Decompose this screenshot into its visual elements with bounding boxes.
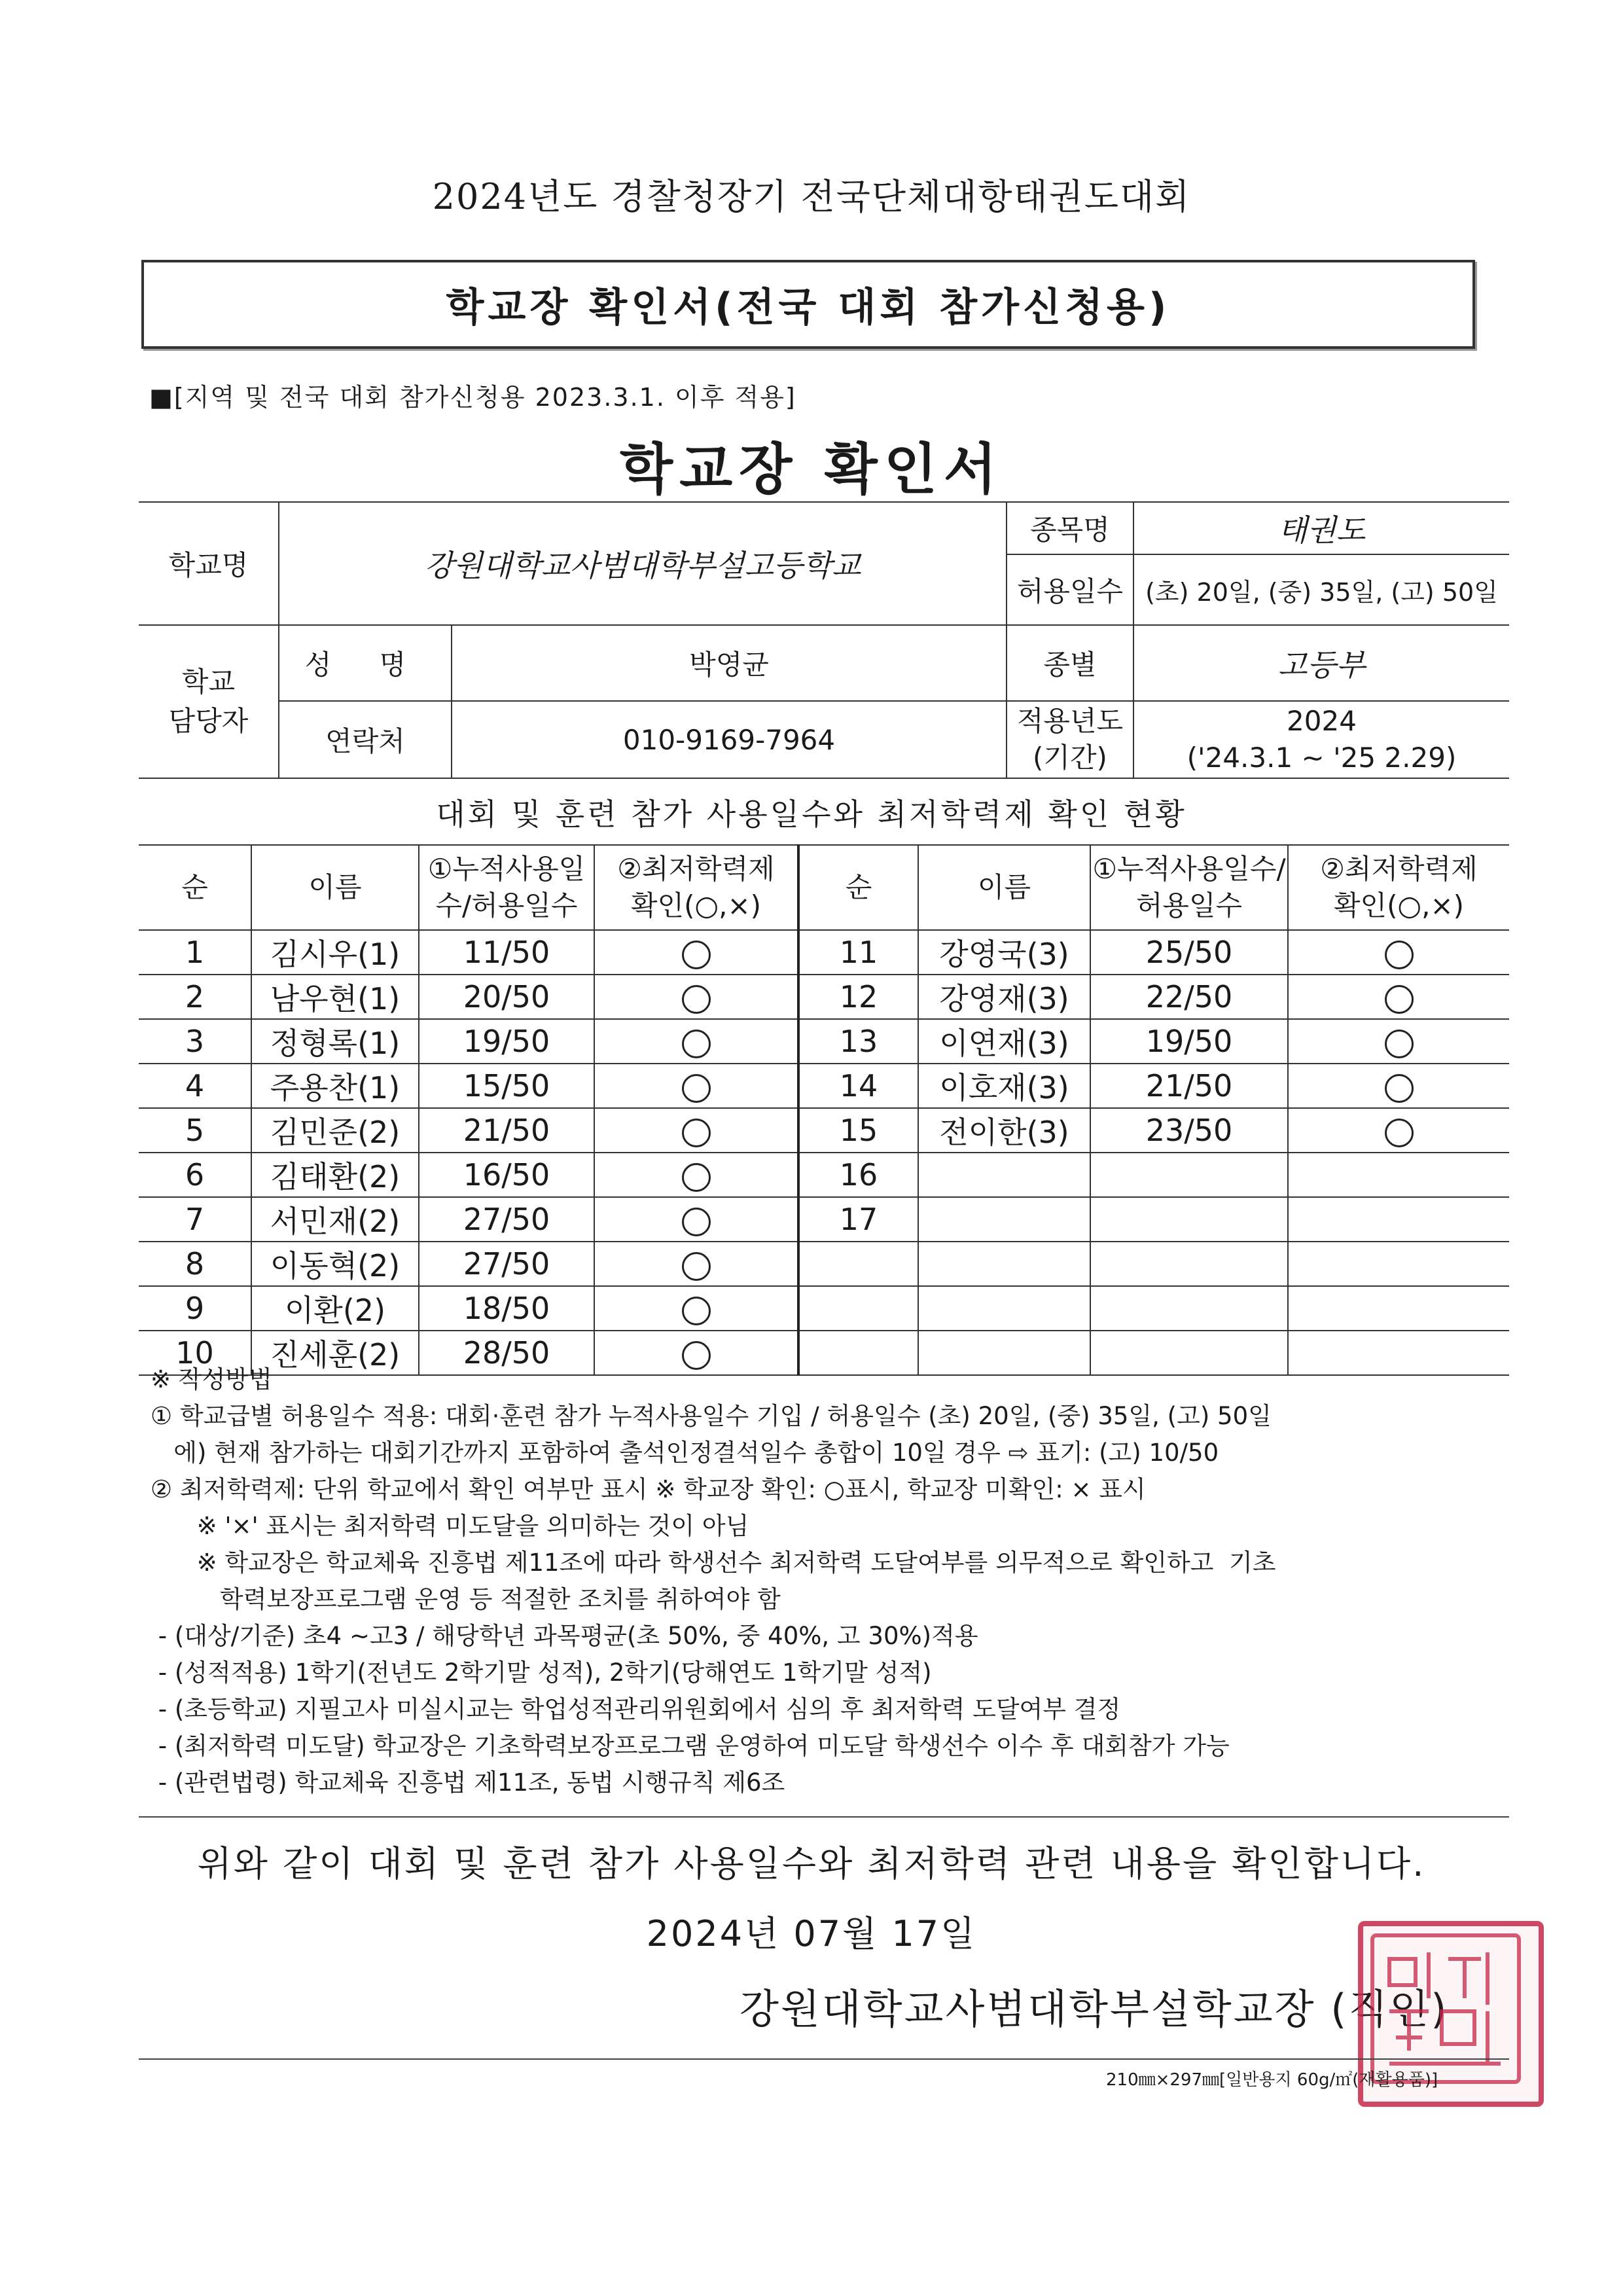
circle-mark-icon [682, 1119, 711, 1147]
check-cell [1288, 1019, 1509, 1064]
instruction-line: 학력보장프로그램 운영 등 적절한 조치를 취하여야 함 [151, 1585, 781, 1613]
instruction-line: - (초등학교) 지필고사 미실시교는 학업성적관리위원회에서 심의 후 최저학력 도달여부 결정 [151, 1695, 1121, 1723]
header-no: 순 [139, 845, 251, 930]
used-days: 25/50 [1090, 930, 1288, 975]
principal-signature: 강원대학교사범대학부설학교장 (직인) [740, 1985, 1449, 2033]
student-name [918, 1242, 1090, 1286]
header-check-2: ②최저학력제 확인(○,×) [1288, 845, 1509, 930]
student-name [918, 1153, 1090, 1197]
header-days-2: ①누적사용일수/ 허용일수 [1090, 845, 1288, 930]
paper-spec-footer: 210㎜×297㎜[일반용지 60g/㎡(재활용품)] [1106, 2070, 1438, 2090]
instruction-line: ※ 학교장은 학교체육 진흥법 제11조에 따라 학생선수 최저학력 도달여부를 의무적으로 확인하고 기초 [151, 1549, 1276, 1577]
roster-row [139, 975, 1509, 1019]
check-cell [1288, 1197, 1509, 1242]
student-name: 강영재(3) [918, 975, 1090, 1019]
row-number: 1 [139, 930, 251, 975]
allowed-days-label: 허용일수 [1007, 554, 1133, 625]
student-name: 김태환(2) [251, 1153, 419, 1197]
student-name: 진세훈(2) [251, 1331, 419, 1375]
allowed-days-value: (초) 20일, (중) 35일, (고) 50일 [1133, 554, 1509, 625]
student-name: 이연재(3) [918, 1019, 1090, 1064]
used-days [1090, 1197, 1288, 1242]
instruction-line: ② 최저학력제: 단위 학교에서 확인 여부만 표시 ※ 학교장 확인: ○표시, 학교장 미확인: × 표시 [151, 1475, 1146, 1503]
roster-row [139, 930, 1509, 975]
confirmation-date: 2024년 07월 17일 [646, 1913, 977, 1954]
instruction-line: ※ 작성방법 [151, 1365, 272, 1393]
student-name: 김민준(2) [251, 1108, 419, 1153]
check-cell [1288, 1108, 1509, 1153]
sport-label: 종목명 [1007, 502, 1133, 554]
row-number: 7 [139, 1197, 251, 1242]
student-name: 이환(2) [251, 1286, 419, 1331]
check-cell [1288, 930, 1509, 975]
used-days: 20/50 [419, 975, 594, 1019]
used-days: 22/50 [1090, 975, 1288, 1019]
check-cell [1288, 1153, 1509, 1197]
instruction-line: - (관련법령) 학교체육 진흥법 제11조, 동법 시행규칙 제6조 [151, 1768, 785, 1797]
row-number: 14 [798, 1064, 918, 1108]
used-days: 18/50 [419, 1286, 594, 1331]
row-number: 8 [139, 1242, 251, 1286]
student-name: 김시우(1) [251, 930, 419, 975]
instruction-line: - (성적적용) 1학기(전년도 2학기말 성적), 2학기(당해연도 1학기말 성적) [151, 1659, 932, 1687]
student-name: 이호재(3) [918, 1064, 1090, 1108]
used-days: 27/50 [419, 1242, 594, 1286]
circle-mark-icon [1385, 1030, 1414, 1058]
row-number: 9 [139, 1286, 251, 1331]
roster-header-row [139, 845, 1509, 930]
student-name: 남우현(1) [251, 975, 419, 1019]
used-days: 27/50 [419, 1197, 594, 1242]
used-days: 19/50 [1090, 1019, 1288, 1064]
circle-mark-icon [1385, 941, 1414, 969]
student-name: 서민재(2) [251, 1197, 419, 1242]
check-cell [594, 1242, 798, 1286]
used-days: 11/50 [419, 930, 594, 975]
main-title: 학교장 확인서 [619, 437, 1004, 501]
header-name: 이름 [251, 845, 419, 930]
roster-table [139, 844, 1509, 1376]
check-cell [594, 975, 798, 1019]
student-name: 정형록(1) [251, 1019, 419, 1064]
circle-mark-icon [1385, 1119, 1414, 1147]
roster-row [139, 1064, 1509, 1108]
applicability-note: ■[지역 및 전국 대회 참가신청용 2023.3.1. 이후 적용] [149, 383, 796, 412]
instruction-line: 에) 현재 참가하는 대회기간까지 포함하여 출석인정결석일수 총합이 10일 경우 ⇨ 표기: (고) 10/50 [151, 1439, 1219, 1467]
row-number [798, 1242, 918, 1286]
circle-mark-icon [682, 1074, 711, 1103]
used-days: 19/50 [419, 1019, 594, 1064]
divider-top [139, 1816, 1509, 1818]
circle-mark-icon [682, 941, 711, 969]
sport-value: 태권도 [1133, 502, 1509, 554]
row-number: 2 [139, 975, 251, 1019]
confirmation-statement: 위와 같이 대회 및 훈련 참가 사용일수와 최저학력 관련 내용을 확인합니다. [197, 1843, 1426, 1884]
roster-row [139, 1153, 1509, 1197]
row-number: 11 [798, 930, 918, 975]
manager-name-label: 성 명 [279, 625, 452, 701]
event-title: 2024년도 경찰청장기 전국단체대항태권도대회 [432, 176, 1191, 217]
row-number: 3 [139, 1019, 251, 1064]
roster-row [139, 1197, 1509, 1242]
roster-row [139, 1242, 1509, 1286]
circle-mark-icon [682, 1252, 711, 1281]
category-value: 고등부 [1133, 625, 1509, 701]
student-name: 주용찬(1) [251, 1064, 419, 1108]
student-name: 강영국(3) [918, 930, 1090, 975]
circle-mark-icon [682, 1297, 711, 1325]
check-cell [1288, 975, 1509, 1019]
row-number: 6 [139, 1153, 251, 1197]
student-name [918, 1286, 1090, 1331]
circle-mark-icon [682, 1163, 711, 1192]
header-name-2: 이름 [918, 845, 1090, 930]
circle-mark-icon [682, 1030, 711, 1058]
check-cell [594, 1108, 798, 1153]
used-days: 21/50 [419, 1108, 594, 1153]
row-number: 16 [798, 1153, 918, 1197]
instruction-line: ※ '×' 표시는 최저학력 미도달을 의미하는 것이 아님 [151, 1512, 749, 1540]
used-days: 21/50 [1090, 1064, 1288, 1108]
circle-mark-icon [1385, 985, 1414, 1014]
used-days [1090, 1286, 1288, 1331]
row-number: 12 [798, 975, 918, 1019]
used-days [1090, 1153, 1288, 1197]
check-cell [1288, 1286, 1509, 1331]
school-info-table [139, 501, 1509, 779]
row-number: 5 [139, 1108, 251, 1153]
row-number: 4 [139, 1064, 251, 1108]
check-cell [1288, 1242, 1509, 1286]
form-box-title: 학교장 확인서(전국 대회 참가신청용) [141, 260, 1475, 349]
contact-label: 연락처 [279, 701, 452, 778]
row-number: 10 [139, 1331, 251, 1375]
header-no-2: 순 [798, 845, 918, 930]
header-check: ②최저학력제 확인(○,×) [594, 845, 798, 930]
row-number: 15 [798, 1108, 918, 1153]
divider-bottom [139, 2058, 1509, 2060]
category-label: 종별 [1007, 625, 1133, 701]
circle-mark-icon [682, 1208, 711, 1236]
used-days: 15/50 [419, 1064, 594, 1108]
contact-value: 010-9169-7964 [452, 701, 1007, 778]
school-name-value: 강원대학교사범대학부설고등학교 [279, 502, 1007, 625]
used-days: 28/50 [419, 1331, 594, 1375]
used-days: 16/50 [419, 1153, 594, 1197]
check-cell [594, 930, 798, 975]
check-cell [594, 1019, 798, 1064]
check-cell [594, 1153, 798, 1197]
row-number: 17 [798, 1197, 918, 1242]
section-title: 대회 및 훈련 참가 사용일수와 최저학력제 확인 현황 [436, 797, 1187, 832]
writing-instructions [151, 1361, 1512, 1801]
applicable-year-value: 2024 ('24.3.1 ~ '25 2.29) [1133, 701, 1509, 778]
header-days: ①누적사용일 수/허용일수 [419, 845, 594, 930]
roster-row [139, 1019, 1509, 1064]
roster-row [139, 1286, 1509, 1331]
manager-name-value: 박영균 [452, 625, 1007, 701]
used-days [1090, 1242, 1288, 1286]
circle-mark-icon [1385, 1074, 1414, 1103]
circle-mark-icon [682, 985, 711, 1014]
school-name-label: 학교명 [139, 502, 279, 625]
row-number: 13 [798, 1019, 918, 1064]
check-cell [1288, 1064, 1509, 1108]
student-name: 전이한(3) [918, 1108, 1090, 1153]
school-manager-label: 학교 담당자 [139, 625, 279, 778]
instruction-line: - (대상/기준) 초4 ~고3 / 해당학년 과목평균(초 50%, 중 40%, 고 30%)적용 [151, 1622, 978, 1650]
student-name [918, 1197, 1090, 1242]
check-cell [594, 1197, 798, 1242]
used-days: 23/50 [1090, 1108, 1288, 1153]
roster-row [139, 1108, 1509, 1153]
check-cell [594, 1286, 798, 1331]
student-name: 이동혁(2) [251, 1242, 419, 1286]
instruction-line: - (최저학력 미도달) 학교장은 기초학력보장프로그램 운영하여 미도달 학생선수 이수 후 대회참가 가능 [151, 1732, 1230, 1760]
row-number [798, 1286, 918, 1331]
check-cell [594, 1064, 798, 1108]
instruction-line: ① 학교급별 허용일수 적용: 대회·훈련 참가 누적사용일수 기입 / 허용일수 (초) 20일, (중) 35일, (고) 50일 [151, 1402, 1272, 1430]
applicable-year-label: 적용년도 (기간) [1007, 701, 1133, 778]
